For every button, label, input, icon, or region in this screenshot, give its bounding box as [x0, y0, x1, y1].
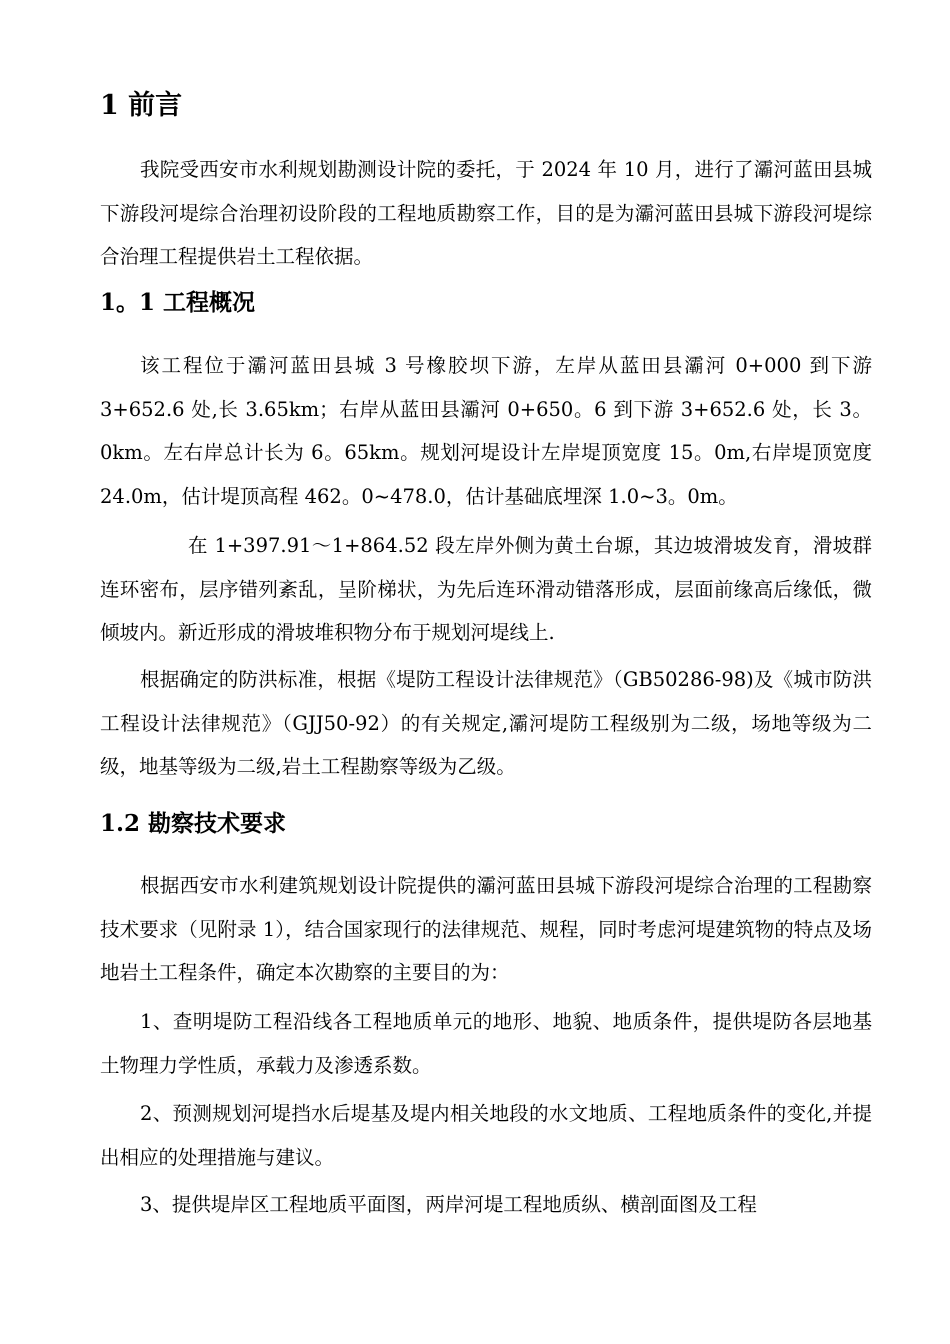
list-item-requirement-2: 2、预测规划河堤挡水后堤基及堤内相关地段的水文地质、工程地质条件的变化,并提出相应的处理措施与建议。 — [100, 1102, 872, 1169]
paragraph-intro: 我院受西安市水利规划勘测设计院的委托，于 2024 年 10 月，进行了灞河蓝田县城下游段河堤综合治理初设阶段的工程地质勘察工作，目的是为灞河蓝田县城下游段河堤综合治理工程提供岩土工程依据。 — [100, 158, 872, 268]
paragraph-overview-3: 根据确定的防洪标准，根据《堤防工程设计法律规范》（GB50286-98)及《城市防洪工程设计法律规范》（GJJ50-92）的有关规定,灞河堤防工程级别为二级，场地等级为二级，地基等级为二级,岩土工程勘察等级为乙级。 — [100, 668, 872, 778]
paragraph-overview-2: 在 1+397.91～1+864.52 段左岸外侧为黄土台塬，其边坡滑坡发育，滑坡群连环密布，层序错列紊乱，呈阶梯状，为先后连环滑动错落形成，层面前缘高后缘低，微倾坡内。新近形成的滑坡堆积物分布于规划河堤线上. — [100, 534, 872, 644]
list-item-requirement-3: 3、提供堤岸区工程地质平面图，两岸河堤工程地质纵、横剖面图及工程 — [140, 1193, 757, 1216]
section-heading-intro: 1 前言 — [100, 90, 183, 121]
paragraph-overview-1: 该工程位于灞河蓝田县城 3 号橡胶坝下游，左岸从蓝田县灞河 0+000 到下游 3+652.6 处,长 3.65km；右岸从蓝田县灞河 0+650。6 到下游 3+652.6 处，长 3。0km。左右岸总计长为 6。65km。规划河堤设计左岸堤顶宽度 15。0m,右岸堤顶宽度 24.0m，估计堤顶高程 462。0~478.0，估计基础底埋深 1.0~3。0m。 — [100, 354, 872, 508]
paragraph-requirements: 根据西安市水利建筑规划设计院提供的灞河蓝田县城下游段河堤综合治理的工程勘察技术要求（见附录 1），结合国家现行的法律规范、规程，同时考虑河堤建筑物的特点及场地岩土工程条件，确定本次勘察的主要目的为： — [100, 874, 872, 984]
list-item-requirement-1: 1、查明堤防工程沿线各工程地质单元的地形、地貌、地质条件，提供堤防各层地基土物理力学性质，承载力及渗透系数。 — [100, 1010, 872, 1077]
section-heading-requirements: 1.2 勘察技术要求 — [100, 810, 287, 837]
section-heading-overview: 1。1 工程概况 — [100, 289, 256, 316]
